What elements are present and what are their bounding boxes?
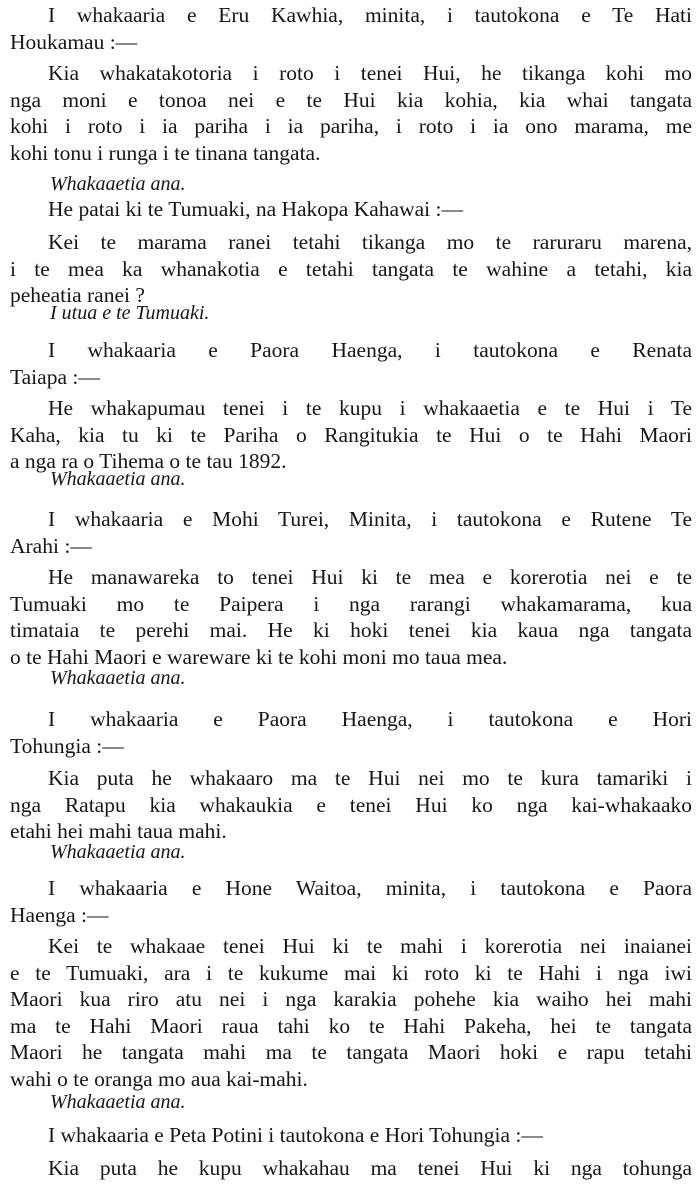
text-line: ma te Hahi Maori raua tahi ko te Hahi Pakeha, hei te tangata <box>10 1013 692 1038</box>
resolution-note: Whakaaetia ana. <box>50 1091 186 1113</box>
text-line: nga Ratapu kia whakaukia e tenei Hui ko nga kai-whakaako <box>10 792 692 817</box>
text-line: Maori kua riro atu nei i nga karakia pohehe kia waiho hei mahi <box>10 987 692 1011</box>
text-line: kohi i roto i ia pariha i ia pariha, i roto i ia ono marama, me <box>10 114 692 138</box>
motion-paragraph <box>10 1122 692 1149</box>
text-line: He whakapumau tenei i te kupu i whakaaetia e te Hui i Te <box>48 396 692 420</box>
text-line: He patai ki te Tumuaki, na Hakopa Kahawai :— <box>48 197 463 221</box>
resolution-note: Whakaaetia ana. <box>50 468 186 490</box>
resolution-note: Whakaaetia ana. <box>50 841 186 863</box>
text-line: wahi o te oranga mo aua kai-mahi. <box>10 1066 308 1091</box>
motion-paragraph <box>10 196 692 223</box>
body-paragraph <box>10 765 692 845</box>
motion-paragraph <box>10 875 692 928</box>
text-line: Kei te whakaae tenei Hui ki te mahi i korerotia nei inaianei <box>48 934 692 958</box>
text-line: Houkamau :— <box>10 29 138 54</box>
text-line: Kaha, kia tu ki te Pariha o Rangitukia te Hui o te Hahi Maori <box>10 422 692 447</box>
motion-paragraph <box>10 706 692 759</box>
text-line: Kei te marama ranei tetahi tikanga mo te raruraru marena, <box>48 230 692 254</box>
motion-paragraph <box>10 2 692 55</box>
motion-paragraph <box>10 506 692 559</box>
text-line: I whakaaria e Mohi Turei, Minita, i tautokona e Rutene Te <box>48 507 692 531</box>
resolution-note: Whakaaetia ana. <box>50 173 186 195</box>
text-line: Kia puta he kupu whakahau ma tenei Hui ki nga tohunga <box>48 1156 692 1180</box>
text-line: Taiapa :— <box>10 364 100 389</box>
text-line: e te Tumuaki, ara i te kukume mai ki roto ki te Hahi i nga iwi <box>10 960 692 985</box>
text-line: timataia te perehi mai. He ki hoki tenei kia kaua nga tangata <box>10 618 692 642</box>
body-paragraph <box>10 933 692 1092</box>
text-line: I whakaaria e Paora Haenga, i tautokona e Hori <box>48 707 692 731</box>
body-paragraph <box>10 60 692 166</box>
body-paragraph <box>10 395 692 475</box>
text-line: i te mea ka whanakotia e tetahi tangata te wahine a tetahi, kia <box>10 256 692 281</box>
text-line: He manawareka to tenei Hui ki te mea e korerotia nei e te <box>48 565 692 589</box>
text-line: Kia whakatakotoria i roto i tenei Hui, he tikanga kohi mo <box>48 61 692 85</box>
text-line: I whakaaria e Paora Haenga, i tautokona e Renata <box>48 338 692 362</box>
text-line: Tohungia :— <box>10 733 124 758</box>
text-line: peheatia ranei ? <box>10 283 145 307</box>
body-paragraph <box>10 564 692 670</box>
text-line: kohi tonu i runga i te tinana tangata. <box>10 140 321 165</box>
text-line: Maori he tangata mahi ma te tangata Maori hoki e rapu tetahi <box>10 1040 692 1064</box>
text-line: Kia puta he whakaaro ma te Hui nei mo te kura tamariki i <box>48 766 692 790</box>
text-line: Arahi :— <box>10 533 92 558</box>
text-line: Haenga :— <box>10 902 109 927</box>
text-line: I whakaaria e Hone Waitoa, minita, i tautokona e Paora <box>48 876 692 900</box>
resolution-note: Whakaaetia ana. <box>50 667 186 689</box>
text-line: nga moni e tonoa nei e te Hui kia kohia, kia whai tangata <box>10 87 692 112</box>
text-line: etahi hei mahi taua mahi. <box>10 819 227 843</box>
body-paragraph <box>10 1155 692 1182</box>
resolution-note: I utua e te Tumuaki. <box>50 302 210 324</box>
text-line: I whakaaria e Eru Kawhia, minita, i tautokona e Te Hati <box>48 3 692 27</box>
motion-paragraph <box>10 337 692 390</box>
body-paragraph <box>10 229 692 309</box>
text-line: Tumuaki mo te Paipera i nga rarangi whakamarama, kua <box>10 591 692 616</box>
text-line: o te Hahi Maori e wareware ki te kohi moni mo taua mea. <box>10 644 508 669</box>
text-line: I whakaaria e Peta Potini i tautokona e Hori Tohungia :— <box>48 1123 543 1147</box>
text-line: a nga ra o Tihema o te tau 1892. <box>10 449 287 473</box>
